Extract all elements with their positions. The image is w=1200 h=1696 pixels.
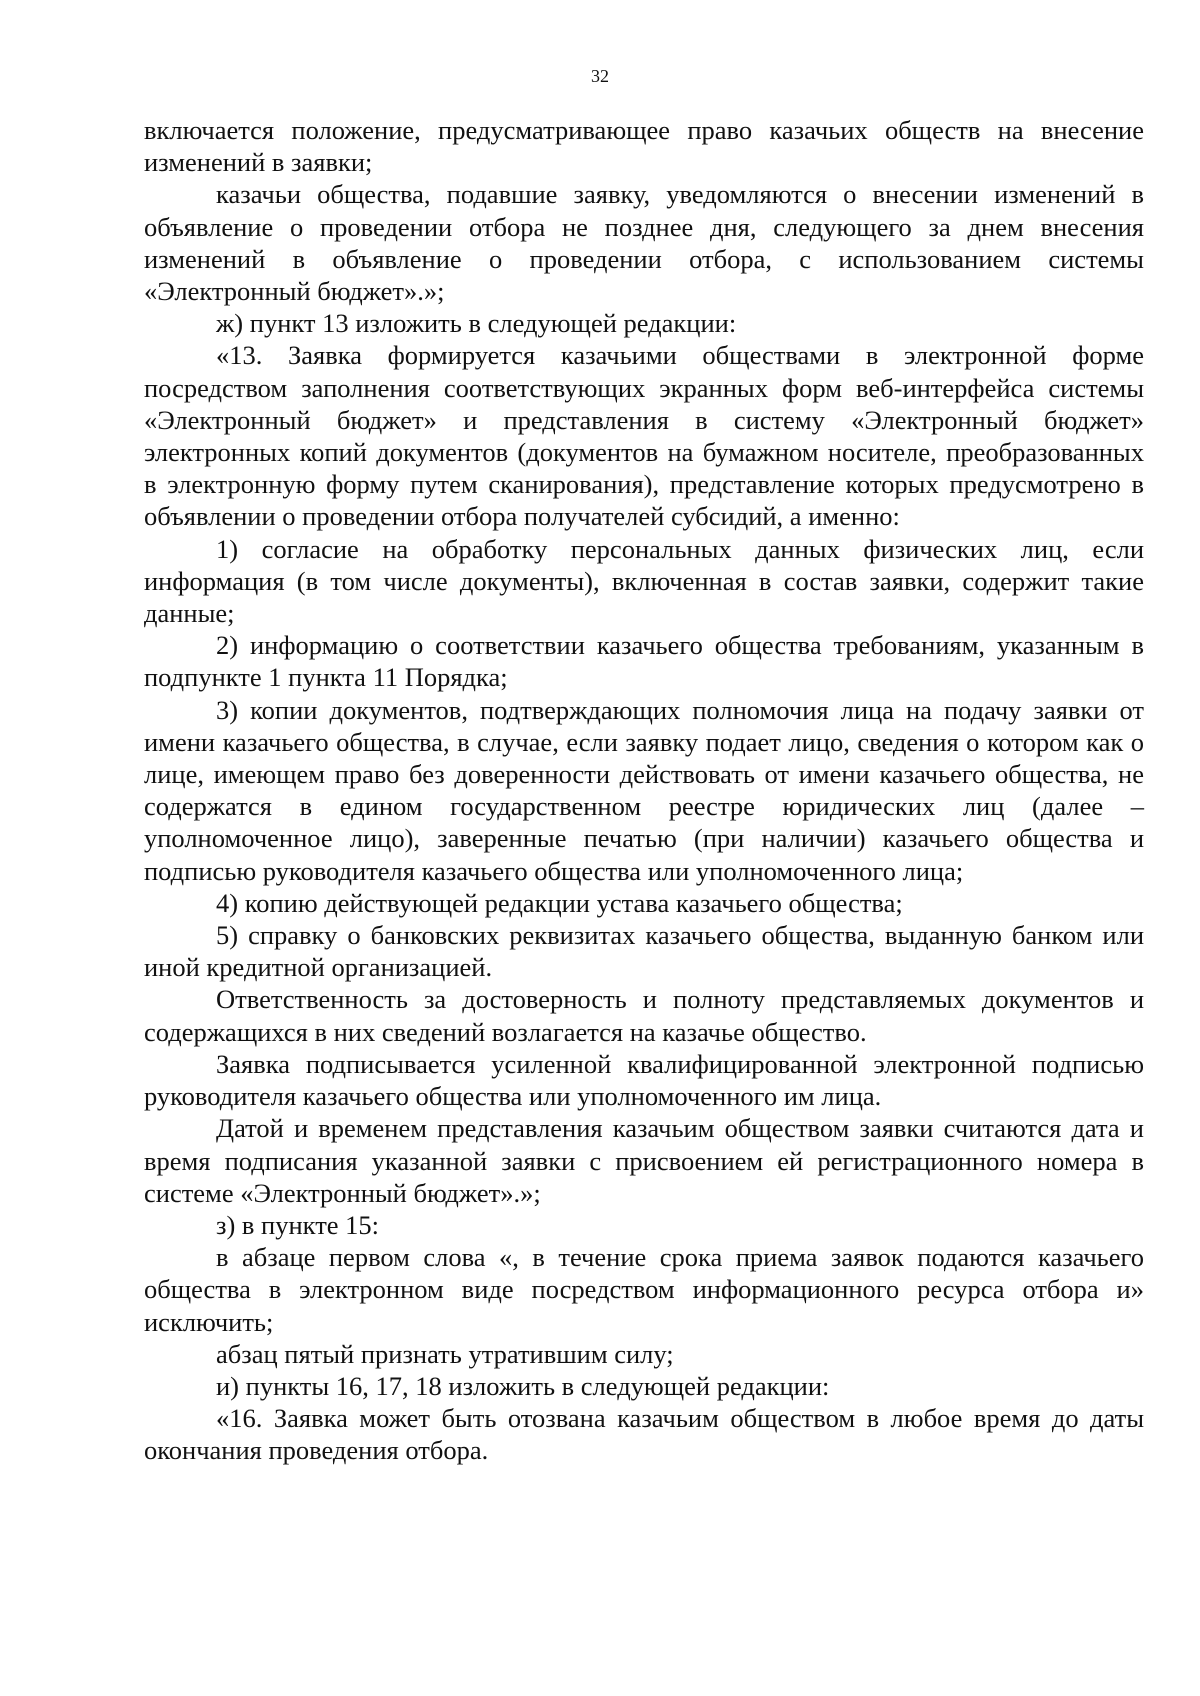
paragraph: 3) копии документов, подтверждающих полномочия лица на подачу заявки от имени казачьего общества, в случае, если заявку подает лицо, сведения о котором как о лице, имеющем право без доверенности действовать от имени казачьего общества, не содержатся в едином государственном реестре юридических лиц (далее – уполномоченное лицо), заверенные печатью (при наличии) казачьего общества и подписью руководителя казачьего общества или уполномоченного лица; (144, 694, 1144, 886)
paragraph: Датой и временем представления казачьим обществом заявки считаются дата и время подписания указанной заявки с присвоением ей регистрационного номера в системе «Электронный бюджет».»; (144, 1113, 1144, 1208)
paragraph: «16. Заявка может быть отозвана казачьим обществом в любое время до даты окончания проведения отбора. (144, 1403, 1144, 1466)
document-body (144, 114, 1144, 1467)
page-number: 32 (591, 66, 609, 86)
paragraph: абзац пятый признать утратившим силу; (216, 1338, 674, 1369)
paragraph: в абзаце первом слова «, в течение срока приема заявок подаются казачьего общества в электронном виде посредством информационного ресурса отбора и» исключить; (144, 1242, 1144, 1337)
paragraph: 5) справку о банковских реквизитах казачьего общества, выданную банком или иной кредитной организацией. (144, 920, 1144, 983)
paragraph: включается положение, предусматривающее право казачьих обществ на внесение изменений в заявки; (144, 115, 1144, 178)
paragraph: 1) согласие на обработку персональных данных физических лиц, если информация (в том числе документы), включенная в состав заявки, содержит такие данные; (144, 533, 1144, 629)
paragraph: Заявка подписывается усиленной квалифицированной электронной подписью руководителя казачьего общества или уполномоченного им лица. (144, 1048, 1144, 1112)
paragraph: и) пункты 16, 17, 18 изложить в следующей редакции: (216, 1370, 830, 1401)
paragraph: 2) информацию о соответствии казачьего общества требованиям, указанным в подпункте 1 пункта 11 Порядка; (144, 630, 1144, 693)
paragraph: 4) копию действующей редакции устава казачьего общества; (216, 887, 903, 918)
paragraph: «13. Заявка формируется казачьими обществами в электронной форме посредством заполнения соответствующих экранных форм веб-интерфейса системы «Электронный бюджет» и представления в систему «Электронный бюджет» электронных копий документов (документов на бумажном носителе, преобразованных в электронную форму путем сканирования), представление которых предусмотрено в объявлении о проведении отбора получателей субсидий, а именно: (144, 340, 1144, 532)
paragraph: Ответственность за достоверность и полноту представляемых документов и содержащихся в них сведений возлагается на казачье общество. (144, 984, 1144, 1047)
paragraph: з) в пункте 15: (216, 1209, 380, 1240)
paragraph: ж) пункт 13 изложить в следующей редакции: (216, 308, 737, 339)
paragraph: казачьи общества, подавшие заявку, уведомляются о внесении изменений в объявление о проведении отбора не позднее дня, следующего за днем внесения изменений в объявление о проведении отбора, с использованием системы «Электронный бюджет».»; (144, 179, 1144, 307)
